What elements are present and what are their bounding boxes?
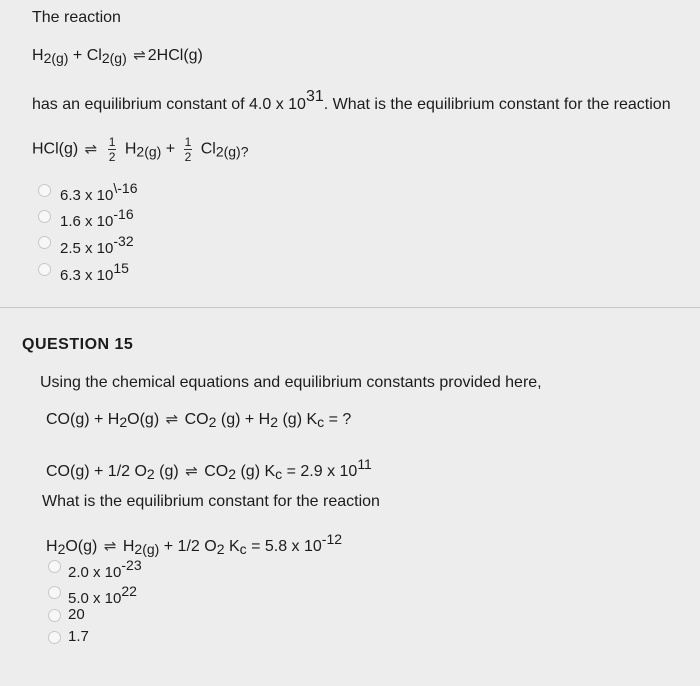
- q14-option-4-radio[interactable]: [38, 263, 51, 276]
- q14-intro: The reaction: [32, 9, 121, 26]
- q15-option-3-radio[interactable]: [48, 609, 61, 622]
- section-divider: [0, 307, 700, 308]
- equilibrium-arrow-icon: ⇌: [133, 47, 146, 64]
- q15-question: What is the equilibrium constant for the reaction: [42, 493, 380, 510]
- q15-option-1-label[interactable]: 2.0 x $10^{-23}$: [68, 557, 142, 581]
- q14-equation-1: $H_{2(g)} + Cl_{2(g)}$ ⇌ 2HCl(g): [32, 47, 203, 66]
- q14-option-4-label[interactable]: 6.3 x $10^{15}$: [60, 260, 129, 284]
- q14-equation-2: HCl(g) ⇌ $\frac{1}{2}$ $H_{2(g)}$ + $\frac{1}{2}$ $Cl_{2(g)?}$: [32, 135, 249, 164]
- equilibrium-arrow-icon: ⇌: [165, 411, 179, 428]
- q14-option-2-label[interactable]: 1.6 x $10^{-16}$: [60, 206, 134, 230]
- q14-option-1-label[interactable]: 6.3 x $10^{\backslash-16}$: [60, 180, 138, 204]
- equilibrium-arrow-icon: ⇌: [103, 538, 117, 555]
- q14-option-1-radio[interactable]: [38, 184, 51, 197]
- equilibrium-arrow-icon: ⇌: [84, 140, 98, 158]
- q14-option-3-label[interactable]: 2.5 x $10^{-32}$: [60, 233, 134, 257]
- q14-statement: has an equilibrium constant of 4.0 x $10^{31}$. What is the equilibrium constant for the reaction: [32, 88, 671, 113]
- q15-option-4-label[interactable]: 1.7: [68, 628, 89, 645]
- q15-equation-2: CO(g) + 1/2 $O_2$ (g) ⇌ $CO_2$ (g) $K_c = 2.9$ x $10^{11}$: [46, 456, 372, 482]
- q15-option-4-radio[interactable]: [48, 631, 61, 644]
- question-15-heading: QUESTION 15: [22, 336, 134, 353]
- q14-option-2-radio[interactable]: [38, 210, 51, 223]
- fraction-one-half: $\frac{1}{2}$: [108, 135, 116, 164]
- q15-equation-3: $H_2O(g)$ ⇌ $H_{2(g)} + 1/2$ $O_2$ $K_c = 5.8$ x $10^{-12}$: [46, 531, 343, 557]
- q15-option-2-label[interactable]: 5.0 x $10^{22}$: [68, 583, 137, 607]
- q15-option-3-label[interactable]: 20: [68, 606, 85, 623]
- q15-option-2-radio[interactable]: [48, 586, 61, 599]
- q15-intro: Using the chemical equations and equilibrium constants provided here,: [40, 374, 542, 391]
- equilibrium-arrow-icon: ⇌: [185, 463, 198, 480]
- q14-option-3-radio[interactable]: [38, 236, 51, 249]
- q15-equation-1: $CO(g) + H_2O(g)$ ⇌ $CO_2$ $(g) + H_2$ (g) $K_c$ = ?: [46, 411, 352, 430]
- fraction-one-half: $\frac{1}{2}$: [184, 135, 192, 164]
- q15-option-1-radio[interactable]: [48, 560, 61, 573]
